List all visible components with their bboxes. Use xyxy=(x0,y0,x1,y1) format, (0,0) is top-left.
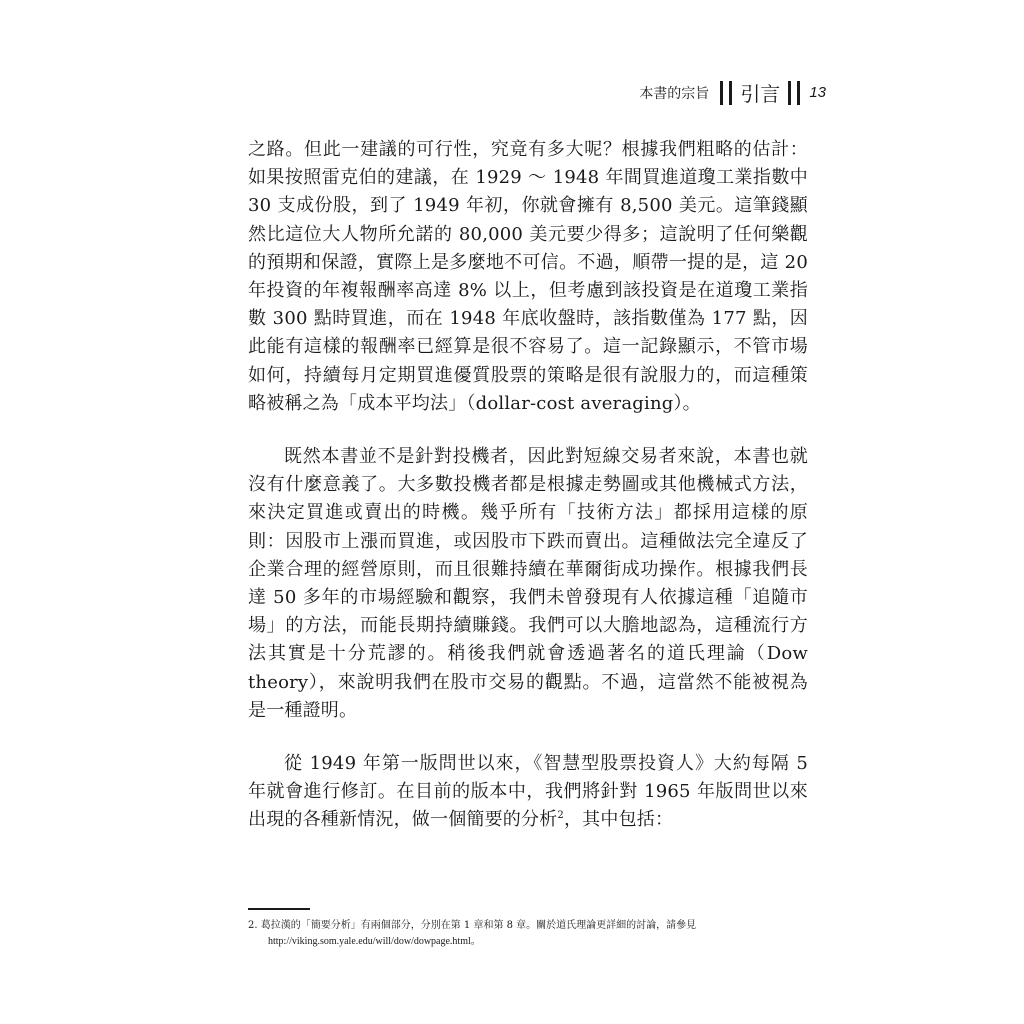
book-title: 本書的宗旨 xyxy=(639,85,710,102)
paragraph-3 xyxy=(248,750,808,835)
footnote-divider xyxy=(248,908,310,910)
paragraph-3-tail: ，其中包括： xyxy=(563,809,674,831)
divider-bar xyxy=(797,81,800,105)
body-text xyxy=(248,136,808,860)
footnote-reference[interactable]: 2 xyxy=(557,810,564,822)
divider-bar xyxy=(720,81,723,105)
divider-bar xyxy=(729,81,732,105)
chapter-title: 引言 xyxy=(740,82,781,106)
divider-bar xyxy=(788,81,791,105)
footnote-url[interactable]: http://viking.som.yale.edu/will/dow/dowpage.html。 xyxy=(268,936,481,947)
paragraph-2: 既然本書並不是針對投機者，因此對短線交易者來說，本書也就沒有什麼意義了。大多數投機者都是根據走勢圖或其他機械式方法，來決定買進或賣出的時機。幾乎所有「技術方法」都採用這樣的原則：因股市上漲而買進，或因股市下跌而賣出。這種做法完全違反了企業合理的經營原則，而且很難持續在華爾街成功操作。根據我們長達 50 多年的市場經驗和觀察，我們未曾發現有人依據這種「追隨市場」的方法，而能長期持續賺錢。我們可以大膽地認為，這種流行方法其實是十分荒謬的。稍後我們就會透過著名的道氏理論（Dow theory），來說明我們在股市交易的觀點。不過，這當然不能被視為是一種證明。 xyxy=(248,446,808,721)
running-head xyxy=(639,78,826,107)
footnote-text: 2. 葛拉漢的「簡要分析」有兩個部分，分別在第 1 章和第 8 章。關於道氏理論更詳細的討論，請參見 xyxy=(248,920,697,931)
page-number: 13 xyxy=(809,84,826,101)
paragraph-3-text: 從 1949 年第一版問世以來，《智慧型股票投資人》大約每隔 5 年就會進行修訂。在目前的版本中，我們將針對 1965 年版問世以來出現的各種新情況，做一個簡要的分析 xyxy=(248,753,808,831)
footnote xyxy=(248,918,808,950)
paragraph-1: 之路。但此一建議的可行性，究竟有多大呢？根據我們粗略的估計：如果按照雷克伯的建議，在 1929 ～ 1948 年間買進道瓊工業指數中 30 支成份股，到了 1949 年初，你就會擁有 8,500 美元。這筆錢顯然比這位大人物所允諾的 80,000 美元要少得多；這說明了任何樂觀的預期和保證，實際上是多麼地不可信。不過，順帶一提的是，這 20 年投資的年複報酬率高達 8% 以上，但考慮到該投資是在道瓊工業指數 300 點時買進，而在 1948 年底收盤時，該指數僅為 177 點，因此能有這樣的報酬率已經算是很不容易了。這一記錄顯示，不管市場如何，持續每月定期買進優質股票的策略是很有說服力的，而這種策略被稱之為「成本平均法」（dollar-cost averaging）。 xyxy=(248,139,808,414)
